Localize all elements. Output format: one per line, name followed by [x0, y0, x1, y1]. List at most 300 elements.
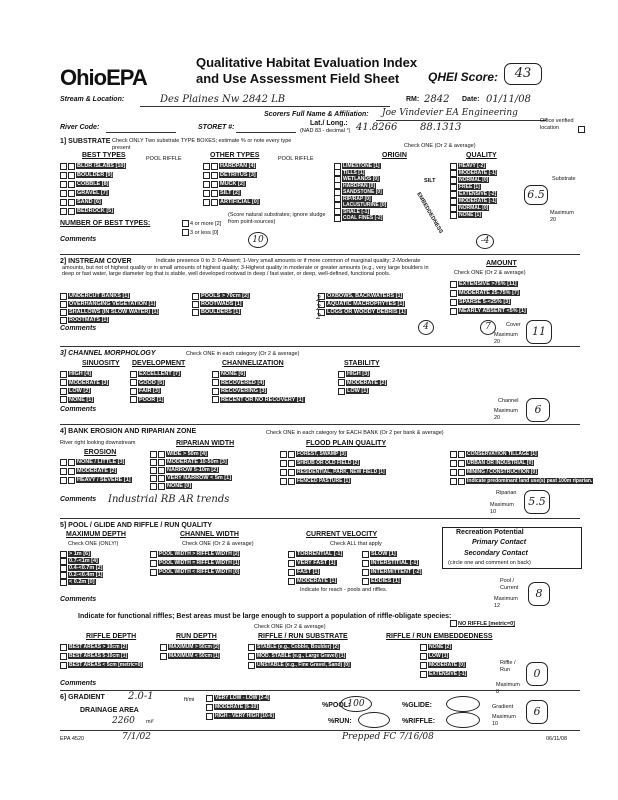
s5b-rd-label: BEST AREAS < 5cm [metric=0]: [69, 662, 143, 668]
s1-best-checkbox[interactable]: [60, 190, 67, 197]
s4-ero-label: HEAVY / SEVERE [1]: [77, 477, 131, 483]
s5b-rn-checkbox[interactable]: [160, 653, 167, 660]
s5-vr-row: [362, 577, 401, 585]
s5-vr-checkbox[interactable]: [362, 551, 369, 558]
office-verified-checkbox[interactable]: [578, 126, 585, 133]
s2-left-checkbox[interactable]: [60, 293, 67, 300]
s5-comments: Comments: [60, 596, 97, 603]
s5-vl-label: MODERATE [1]: [297, 578, 337, 584]
s6-riffle-label: %RIFFLE:: [402, 718, 436, 725]
s5b-rn-checkbox[interactable]: [160, 644, 167, 651]
s2-amount-row: [450, 289, 520, 297]
date-value: 01/11/08: [486, 94, 531, 105]
s2-amount-checkbox[interactable]: [450, 290, 457, 297]
s2-mark-2: 2: [316, 303, 322, 312]
s5b-emb-row: [420, 670, 467, 678]
s4-col-erosion: EROSION: [84, 449, 117, 456]
s2-mid-label: ROOTWADS [1]: [201, 301, 242, 307]
s5b-rn-row: [160, 652, 220, 660]
s6-gradient-value: 2.0-1: [128, 691, 154, 702]
s1-best-checkbox[interactable]: [60, 172, 67, 179]
s1-other-checkbox[interactable]: [203, 199, 210, 206]
s1-origin: ORIGIN: [382, 152, 407, 159]
s1-origin-label: WETLANDS [0]: [343, 176, 379, 182]
s1-other-label: DETRITUS [3]: [220, 172, 256, 178]
s2-right-row: [318, 300, 405, 308]
s1-pool-riffle-1: POOL RIFFLE: [146, 156, 182, 162]
s4-fl-checkbox[interactable]: [280, 451, 287, 458]
s2-amount-label: MODERATE 25-75% [7]: [459, 290, 519, 296]
s2-amount-row: [450, 298, 511, 306]
s2-mid-row: [192, 292, 250, 300]
s4-fr-checkbox[interactable]: [450, 460, 457, 467]
s3-sin-checkbox[interactable]: [60, 388, 67, 395]
s4-instructions: Check ONE in each category for EACH BANK (Or 2 per bank & average): [266, 430, 444, 436]
s3-max: Maximum 20: [494, 408, 518, 421]
s5b-rd-label: BEST AREAS 5-10cm [1]: [69, 653, 128, 659]
s5-width-checkbox[interactable]: [150, 569, 157, 576]
s5b-max: Maximum 8: [496, 682, 520, 695]
s3-stab-label: MODERATE [2]: [347, 379, 387, 386]
s1-other-checkbox[interactable]: [211, 163, 218, 170]
s5b-sub-checkbox[interactable]: [248, 644, 255, 651]
s3-dev-checkbox[interactable]: [130, 396, 137, 403]
s1-best-checkbox[interactable]: [60, 181, 67, 188]
s4-rip-checkbox[interactable]: [158, 467, 165, 474]
s3-score-label: Channel: [498, 398, 519, 404]
s4-heading: 4] BANK EROSION AND RIPARIAN ZONE: [60, 428, 197, 435]
s5-vl-label: FAST [1]: [297, 569, 320, 575]
s1-best-label: SAND [6]: [77, 199, 101, 205]
s4-fl-row: [280, 468, 386, 476]
s5b-rd-checkbox[interactable]: [60, 653, 67, 660]
s6-glide-label: %GLIDE:: [402, 702, 432, 709]
s6-run-label: %RUN:: [328, 718, 352, 725]
s5-score: 8: [528, 582, 550, 606]
s5-width-row: [150, 568, 240, 576]
s2-left-checkbox[interactable]: [60, 317, 67, 324]
s3-chan-checkbox[interactable]: [212, 371, 219, 378]
s4-fr-checkbox[interactable]: [450, 451, 457, 458]
s1-other-checkbox[interactable]: [211, 181, 218, 188]
s5-score-label: Pool / Current: [500, 578, 519, 591]
s3-col-channelization: CHANNELIZATION: [222, 360, 284, 367]
s5-vl-row: [288, 559, 337, 567]
s1-best-label: GRAVEL [7]: [77, 190, 108, 196]
s1-best-checkbox[interactable]: [60, 163, 67, 170]
s6-opts-row: [206, 703, 259, 711]
s5b-sub-label: MOD. STABLE (e.g., Large Gravel) [1]: [257, 653, 346, 659]
s2-circled-1: 4: [418, 320, 434, 335]
s2-left-label: SHALLOWS (IN SLOW WATER) [1]: [69, 309, 159, 315]
s1-best-checkbox[interactable]: [68, 172, 75, 179]
s3-chan-checkbox[interactable]: [212, 396, 219, 403]
s4-fr-checkbox[interactable]: [458, 478, 465, 485]
s4-fl-label: FOREST, SWAMP [3]: [297, 451, 346, 457]
s5-depth-sub: Check ONE (ONLY!): [68, 541, 119, 547]
s4-fr-label: CONSERVATION TILLAGE [1]: [467, 451, 537, 457]
s4-fr-checkbox[interactable]: [458, 469, 465, 476]
s5b-rd-checkbox[interactable]: [60, 662, 67, 669]
s3-sin-checkbox[interactable]: [60, 379, 67, 386]
s3-dev-checkbox[interactable]: [130, 379, 137, 386]
s5-vr-checkbox[interactable]: [362, 578, 369, 585]
s5-vl-label: VERY FAST [1]: [297, 560, 336, 566]
s3-chan-label: RECOVERING [3]: [221, 388, 267, 394]
s6-drainage-value: 2260: [112, 716, 135, 726]
s1-origin-label: LACUSTURINE [0]: [343, 202, 387, 208]
s5b-sub-checkbox[interactable]: [248, 653, 255, 660]
s5-col-width: CHANNEL WIDTH: [180, 531, 239, 538]
s5-width-checkbox[interactable]: [150, 551, 157, 558]
s1-other-checkbox[interactable]: [211, 172, 218, 179]
s5b-emb-label: MODERATE [0]: [429, 662, 465, 668]
stream-location-value: Des Plaines Nw 2842 LB: [160, 94, 286, 105]
s5-width-sub: Check ONE (Or 2 & average): [182, 541, 254, 547]
s6-pool-label: %POOL:: [322, 702, 351, 709]
s5b-rn-row: [160, 643, 220, 651]
s5-vl-checkbox[interactable]: [288, 569, 295, 576]
s3-chan-label: RECOVERED [4]: [221, 379, 265, 386]
s2-left-checkbox[interactable]: [60, 301, 67, 308]
rm-value: 2842: [424, 94, 450, 105]
s2-right-label: OXBOWS, BACKWATERS [1]: [327, 293, 403, 299]
s3-sin-checkbox[interactable]: [60, 371, 67, 378]
s6-riffle-oval[interactable]: [446, 712, 480, 728]
s3-dev-label: FAIR [3]: [139, 388, 160, 394]
s1-circled-1: 10: [248, 232, 268, 248]
s1-quality-checkbox[interactable]: [450, 212, 457, 219]
s1-origin-label: LIMESTONE [1]: [343, 163, 380, 169]
s5b-comments: Comments: [60, 680, 97, 687]
s5b-score: 0: [526, 662, 548, 686]
s1-origin-label: COAL FINES [-2]: [343, 215, 383, 221]
s3-sin-row: [60, 370, 92, 378]
s1-other-checkbox[interactable]: [203, 163, 210, 170]
opt1-checkbox[interactable]: [182, 220, 189, 227]
s4-rip-row: [150, 482, 192, 490]
s5b-col-substrate: RIFFLE / RUN SUBSTRATE: [258, 633, 348, 640]
s6-opts-label: MODERATE [6-10]: [215, 704, 258, 710]
s6-drainage-label: DRAINAGE AREA: [80, 707, 139, 714]
s4-fl-checkbox[interactable]: [288, 478, 295, 485]
s6-run-oval[interactable]: [358, 712, 390, 728]
s1-quality-label: MODERATE [-1]: [459, 198, 497, 204]
s3-chan-label: RECENT OR NO RECOVERY [1]: [221, 396, 304, 403]
s2-mid-row: [192, 300, 243, 308]
s6-opts-row: [206, 712, 275, 720]
s1-other-checkbox[interactable]: [203, 190, 210, 197]
s2-amount-label: NEARLY ABSENT <5% [1]: [459, 308, 526, 314]
s5b-rd-label: BEST AREAS > 10cm [2]: [69, 644, 128, 650]
s5-depth-checkbox[interactable]: [60, 579, 67, 586]
s6-opts-checkbox[interactable]: [206, 713, 213, 720]
rec-primary: Primary Contact: [472, 539, 527, 546]
scorers-value: Joe Vindevier EA Engineering: [382, 108, 518, 118]
s1-quality-label: FREE [1]: [459, 184, 480, 190]
s5b-rd-row: [60, 652, 128, 660]
s5-width-row: [150, 550, 240, 558]
office-label: Office verified location: [540, 118, 574, 131]
s1-best-checkbox[interactable]: [68, 181, 75, 188]
s6-opts-checkbox[interactable]: [206, 704, 213, 711]
s1-best-checkbox[interactable]: [68, 163, 75, 170]
s5-col-depth: MAXIMUM DEPTH: [66, 531, 126, 538]
s2-left-row: [60, 316, 109, 324]
s2-right-label: LOGS OR WOODY DEBRIS [1]: [327, 309, 406, 315]
s3-sin-checkbox[interactable]: [60, 396, 67, 403]
s4-comments: Comments: [60, 496, 97, 503]
s5b-sub-row: [248, 652, 346, 660]
s4-fl-checkbox[interactable]: [288, 460, 295, 467]
s5b-sub-label: UNSTABLE (e.g., Fine Gravel, Sand) [0]: [257, 662, 350, 668]
s1-origin-row: [334, 214, 383, 222]
s3-stab-checkbox[interactable]: [338, 371, 345, 378]
s2-right-row: [318, 308, 407, 316]
s5-vr-row: [362, 568, 422, 576]
s1-best-label: BEDROCK [5]: [77, 208, 114, 214]
rm-label: RM:: [406, 96, 420, 103]
s4-rip-checkbox[interactable]: [158, 483, 165, 490]
s1-other-checkbox[interactable]: [203, 172, 210, 179]
s1-other-row: [203, 198, 260, 206]
s5-width-row: [150, 559, 240, 567]
storet-label: STORET #:: [198, 124, 235, 131]
s5b-rd-checkbox[interactable]: [60, 644, 67, 651]
s1-other-label: MUCK [2]: [220, 181, 245, 187]
form-title-line1: Qualitative Habitat Evaluation Index: [196, 55, 418, 70]
s2-amount-checkbox[interactable]: [450, 281, 457, 288]
s4-fr-checkbox[interactable]: [458, 460, 465, 467]
s1-best-row: [60, 180, 109, 188]
s2-amount-checkbox[interactable]: [450, 299, 457, 306]
s4-comment-value: Industrial RB AR trends: [108, 494, 230, 505]
s5b-emb-row: [420, 661, 466, 669]
s4-ero-label: NONE / LITTLE [3]: [77, 459, 125, 465]
s4-col-riparian: RIPARIAN WIDTH: [176, 440, 235, 447]
s3-col-sinuosity: SINUOSITY: [82, 360, 120, 367]
s5-depth-label: 0.7-<1m [4]: [69, 558, 98, 564]
no-riffle-checkbox[interactable]: [450, 620, 457, 627]
s1-best-row: [60, 189, 109, 197]
s5-width-label: POOL WIDTH < RIFFLE WIDTH [0]: [159, 569, 240, 575]
s5b-check-sub: Check ONE (Or 2 & average): [254, 624, 326, 630]
s1-other-checkbox[interactable]: [211, 190, 218, 197]
s2-instructions: Indicate presence 0 to 3: 0-Absent; 1-Very small amounts or if more common of marginal quality; 2-Moderate amounts, but not of highest quality or in small amounts of highest quality; 3-Highest quality in moderate or greater amounts (e.g., very large boulders in deep or fast water, large diameter log that is stable, well developed rootwad in deep / fast water, or deep, well-defined, functional pools.: [62, 258, 429, 277]
s1-best-checkbox[interactable]: [68, 208, 75, 215]
s2-amount-row: [450, 280, 518, 288]
s2-mid-label: POOLS > 70cm [2]: [201, 293, 249, 299]
s5-vl-label: TORRENTIAL [-1]: [297, 551, 343, 557]
s2-mark-1: 2: [316, 294, 322, 303]
s5-vl-row: [288, 568, 320, 576]
s4-ero-checkbox[interactable]: [68, 459, 75, 466]
s5-vl-row: [288, 550, 343, 558]
s2-mid-checkbox[interactable]: [192, 309, 199, 316]
s5b-col-embedded: RIFFLE / RUN EMBEDDEDNESS: [386, 633, 493, 640]
s3-dev-row: [130, 370, 181, 378]
s5-heading: 5] POOL / GLIDE AND RIFFLE / RUN QUALITY: [60, 522, 213, 529]
s5-vl-checkbox[interactable]: [288, 551, 295, 558]
s4-rip-checkbox[interactable]: [150, 483, 157, 490]
s4-fr-row: [450, 468, 538, 476]
s1-best-label: COBBLE [8]: [77, 181, 109, 187]
s4-river-right: River right looking downstream: [60, 440, 136, 446]
s1-quality: QUALITY: [466, 152, 497, 159]
s4-score: 5.5: [524, 490, 550, 514]
s1-other-row: [203, 162, 256, 170]
s4-ero-checkbox[interactable]: [60, 477, 67, 484]
s4-fl-checkbox[interactable]: [288, 469, 295, 476]
s5b-rd-row: [60, 661, 143, 669]
s4-ero-checkbox[interactable]: [68, 477, 75, 484]
s6-pool-value: 100: [340, 696, 372, 712]
s1-score: 6.5: [524, 185, 548, 205]
s1-quality-label: HEAVY [-2]: [459, 163, 485, 169]
s4-rip-checkbox[interactable]: [158, 475, 165, 482]
s3-stab-row: [338, 379, 387, 387]
s1-circled-2: -4: [476, 234, 494, 249]
s4-fr-row: [450, 450, 538, 458]
s1-silt-label: SILT: [424, 178, 436, 184]
s5-width-checkbox[interactable]: [150, 560, 157, 567]
s4-ero-label: MODERATE [2]: [77, 468, 117, 474]
s2-mid-checkbox[interactable]: [192, 293, 199, 300]
opt2-checkbox[interactable]: [182, 229, 189, 236]
s6-drainage-unit: mi²: [146, 719, 154, 725]
s5b-score-label: Riffle / Run: [500, 660, 516, 673]
s4-ero-checkbox[interactable]: [60, 459, 67, 466]
s4-rip-checkbox[interactable]: [150, 475, 157, 482]
s4-rip-checkbox[interactable]: [158, 459, 165, 466]
date-label: Date:: [462, 96, 480, 103]
s5-vr-checkbox[interactable]: [362, 569, 369, 576]
s4-ero-checkbox[interactable]: [68, 468, 75, 475]
s6-glide-oval[interactable]: [446, 696, 480, 712]
s2-left-row: [60, 292, 130, 300]
s3-sin-label: LOW [2]: [69, 388, 91, 394]
s4-ero-checkbox[interactable]: [60, 468, 67, 475]
s5b-sub-row: [248, 661, 351, 669]
s5b-emb-checkbox[interactable]: [420, 644, 427, 651]
s2-mid-label: BOULDERS [1]: [201, 309, 241, 315]
s1-other-checkbox[interactable]: [203, 181, 210, 188]
s1-check-one: Check ONE (Or 2 & average): [404, 143, 476, 149]
s5-vr-checkbox[interactable]: [362, 560, 369, 567]
s3-sin-row: [60, 379, 109, 387]
s2-right-row: [318, 292, 403, 300]
s1-other-row: [203, 180, 246, 188]
s3-stab-checkbox[interactable]: [338, 379, 345, 386]
s4-fl-row: [280, 450, 347, 458]
s6-opts-checkbox[interactable]: [206, 695, 213, 702]
s1-best-checkbox[interactable]: [60, 199, 67, 206]
s1-best-checkbox[interactable]: [68, 199, 75, 206]
s1-origin-label: TILLS [1]: [343, 169, 365, 176]
s4-fr-checkbox[interactable]: [450, 469, 457, 476]
s1-best-label: BLDR /SLABS [10]: [77, 163, 126, 169]
s5-vel-sub: Check ALL that apply: [330, 541, 382, 547]
s1-other-row: [203, 189, 241, 197]
s2-left-label: OVERHANGING VEGETATION [1]: [69, 301, 156, 307]
s5b-emb-row: [420, 643, 452, 651]
footer-left-hand: 7/1/02: [122, 732, 151, 742]
s1-best-row: [60, 207, 114, 215]
s5b-col-riffle-depth: RIFFLE DEPTH: [86, 633, 137, 640]
s5-vl-row: [288, 577, 337, 585]
s3-stab-checkbox[interactable]: [338, 388, 345, 395]
s2-left-row: [60, 308, 159, 316]
qhei-score-value: 43: [504, 63, 542, 85]
s5b-no-riffle: NO RIFFLE [metric=0]: [450, 620, 515, 627]
s3-chan-checkbox[interactable]: [212, 379, 219, 386]
s2-mid-checkbox[interactable]: [192, 301, 199, 308]
s5b-emb-row: [420, 652, 449, 660]
s1-best-checkbox[interactable]: [68, 190, 75, 197]
s1-opt2: 3 or less [0]: [182, 229, 218, 236]
s2-amount-checkbox[interactable]: [450, 308, 457, 315]
s2-heading: 2] INSTREAM COVER: [60, 258, 132, 265]
s4-rip-checkbox[interactable]: [150, 467, 157, 474]
s3-instructions: Check ONE in each category (Or 2 & average): [186, 351, 300, 357]
s4-rip-checkbox[interactable]: [158, 451, 165, 458]
s3-dev-label: POOR [1]: [139, 396, 164, 403]
s4-fl-checkbox[interactable]: [280, 460, 287, 467]
s3-chan-checkbox[interactable]: [212, 388, 219, 395]
s4-fl-checkbox[interactable]: [280, 478, 287, 485]
s4-rip-checkbox[interactable]: [150, 451, 157, 458]
s4-fr-label: Indicate predominant land use(s) past 100m riparian.: [467, 478, 593, 484]
s4-fl-row: [280, 459, 360, 467]
s4-col-flood: FLOOD PLAIN QUALITY: [306, 440, 387, 447]
s2-circled-2: 7: [480, 320, 496, 335]
s4-fl-checkbox[interactable]: [288, 451, 295, 458]
s1-quality-label: NORMAL [0]: [459, 177, 489, 183]
s3-dev-checkbox[interactable]: [130, 388, 137, 395]
s4-fr-checkbox[interactable]: [450, 478, 457, 485]
s3-dev-checkbox[interactable]: [130, 371, 137, 378]
s2-amount: AMOUNT: [486, 260, 517, 267]
s1-pool-riffle-2: POOL RIFFLE: [278, 156, 314, 162]
s4-rip-row: [150, 466, 219, 474]
ohio-epa-logo: OhioEPA: [60, 65, 147, 90]
s4-fl-checkbox[interactable]: [280, 469, 287, 476]
s5-vl-checkbox[interactable]: [288, 578, 295, 585]
s3-chan-row: [212, 396, 305, 404]
s5-vl-checkbox[interactable]: [288, 560, 295, 567]
s5b-emb-checkbox[interactable]: [420, 671, 427, 678]
s2-left-checkbox[interactable]: [60, 309, 67, 316]
s5b-emb-label: LOW [1]: [429, 653, 449, 659]
s5-vr-label: SLOW [1]: [371, 551, 396, 557]
s1-best-checkbox[interactable]: [60, 208, 67, 215]
river-code-label: River Code:: [60, 124, 100, 131]
s1-other-checkbox[interactable]: [211, 199, 218, 206]
s3-chan-label: NONE [6]: [221, 371, 246, 377]
s5-depth-label: < 0.2m [0]: [69, 579, 95, 585]
s1-origin-label: SANDSTONE [0]: [343, 189, 382, 195]
s4-fr-checkbox[interactable]: [458, 451, 465, 458]
s5b-emb-checkbox[interactable]: [420, 662, 427, 669]
s1-other-types: OTHER TYPES: [210, 152, 260, 159]
s4-rip-checkbox[interactable]: [150, 459, 157, 466]
qhei-score-label: QHEI Score:: [428, 70, 499, 84]
s5-depth-label: 0.2-<0.4m [1]: [69, 572, 103, 578]
s5b-emb-checkbox[interactable]: [420, 653, 427, 660]
s3-heading: 3] CHANNEL MORPHOLOGY: [60, 350, 156, 357]
s5b-sub-checkbox[interactable]: [248, 662, 255, 669]
s2-max: Maximum 20: [494, 332, 518, 345]
